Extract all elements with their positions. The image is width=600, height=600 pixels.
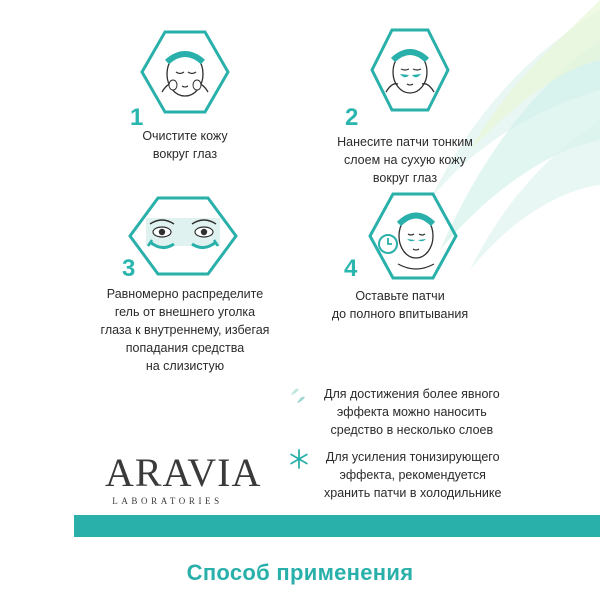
step-number: 1: [130, 104, 144, 131]
wait-absorb-icon: [368, 192, 458, 280]
step-number: 3: [122, 255, 136, 282]
step-text: Оставьте патчи до полного впитывания: [331, 289, 469, 321]
step-text: Очистите кожу вокруг глаз: [142, 129, 228, 161]
accent-band: [74, 515, 600, 537]
step-number: 4: [344, 255, 358, 282]
snowflake-icon: [288, 448, 310, 470]
page-title: Способ применения: [186, 560, 414, 585]
logo-name: ARAVIA: [105, 450, 262, 495]
patch-drops-icon: [288, 385, 310, 407]
step-number: 2: [345, 104, 359, 131]
tip-text: Для достижения более явного эффекта можно наносить средство в несколько слоев: [324, 387, 500, 437]
step-text: Равномерно распределите гель от внешнего уголка глаза к внутреннему, избегая попадания средства на слизистую: [100, 287, 270, 373]
logo-subtitle: LABORATORIES: [112, 496, 223, 506]
step-text: Нанесите патчи тонким слоем на сухую кожу вокруг глаз: [337, 135, 473, 185]
tip-multiple-layers: [288, 385, 500, 439]
tip-text: Для усиления тонизирующего эффекта, рекомендуется хранить патчи в холодильнике: [324, 450, 502, 500]
tip-refrigerate: [288, 448, 501, 502]
aravia-logo: [105, 450, 262, 506]
